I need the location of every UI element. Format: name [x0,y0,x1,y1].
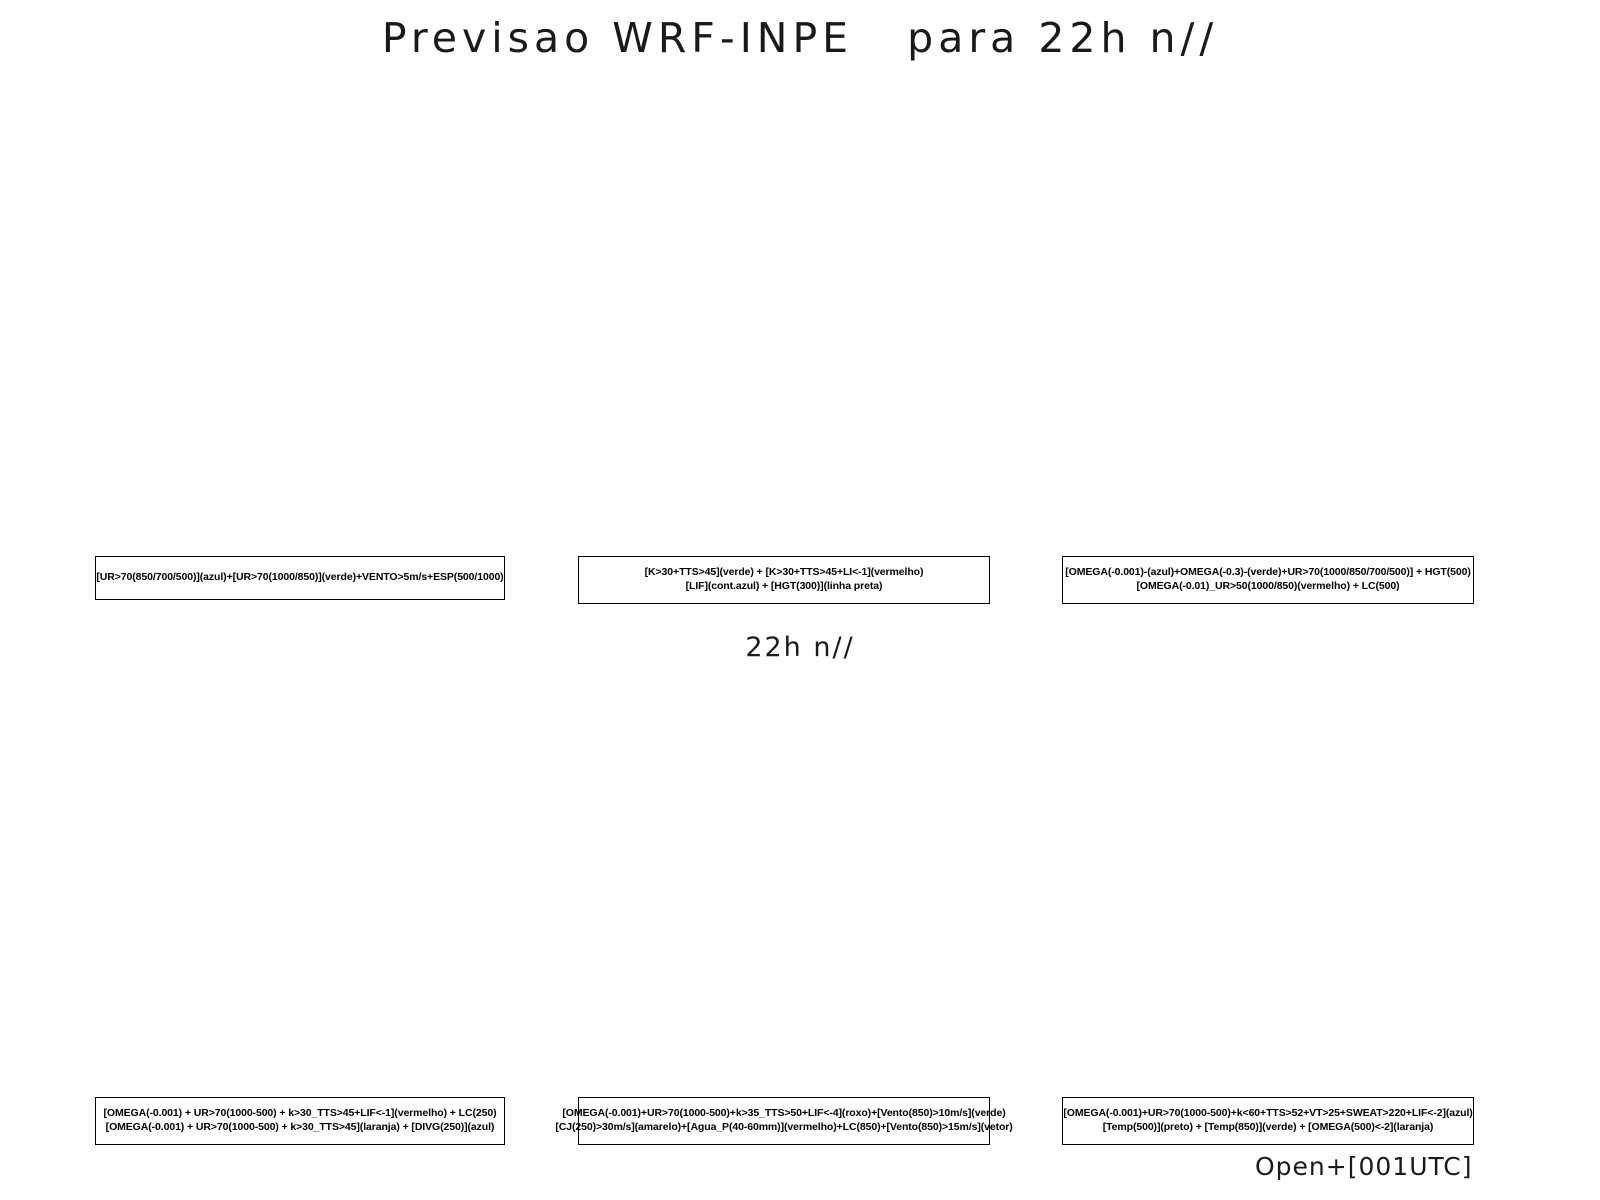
legend-box-bottom-center [555,1097,1013,1145]
mid-caption: 22h n// [745,632,855,663]
panel-top-center [578,120,990,550]
legend-box-bottom-left [95,1097,505,1145]
legend-box-bottom-right [1062,1097,1474,1145]
legend-box-top-center [578,556,990,604]
legend-line: [OMEGA(-0.001)+UR>70(1000-500)+k<60+TTS>52+VT>25+SWEAT>220+LIF<-2](azul) [1063,1107,1473,1120]
legend-line: [OMEGA(-0.001) + UR>70(1000-500) + k>30_TTS>45+LIF<-1](vermelho) + LC(250) [103,1107,497,1120]
page-title: Previsao WRF-INPE para 22h n// [381,14,1219,62]
panel-bottom-right [1062,690,1474,1090]
legend-line: [K>30+TTS>45](verde) + [K>30+TTS>45+LI<-1](vermelho) [644,566,924,579]
legend-line: [OMEGA(-0.01)_UR>50(1000/850)(vermelho) + LC(500) [1136,580,1400,592]
panel-top-right [1062,120,1474,550]
legend-line: [OMEGA(-0.001)+UR>70(1000-500)+k>35_TTS>50+LIF<-4](roxo)+[Vento(850)>10m/s](verde) [562,1107,1006,1120]
legend-line: [CJ(250)>30m/s](amarelo)+[Agua_P(40-60mm)](vermelho)+LC(850)+[Vento(850)>15m/s](vetor) [555,1121,1013,1133]
legend-line: [Temp(500)](preto) + [Temp(850)](verde) + [OMEGA(500)<-2](laranja) [1102,1121,1434,1133]
legend-box-top-right [1062,556,1474,604]
legend-box-top-left [95,556,505,600]
legend-line: [OMEGA(-0.001) + UR>70(1000-500) + k>30_TTS>45](laranja) + [DIVG(250)](azul) [105,1121,495,1133]
panel-top-left [95,120,505,550]
legend-line: [UR>70(850/700/500)](azul)+[UR>70(1000/850)](verde)+VENTO>5m/s+ESP(500/1000) [96,571,504,584]
footer-label: Open+[001UTC] [1255,1152,1473,1181]
legend-line: [LIF](cont.azul) + [HGT(300)](linha preta) [685,580,883,592]
legend-line: [OMEGA(-0.001)-(azul)+OMEGA(-0.3)-(verde)+UR>70(1000/850/700/500)] + HGT(500) [1065,566,1471,579]
panel-bottom-center [578,690,990,1090]
panel-bottom-left [95,690,505,1090]
